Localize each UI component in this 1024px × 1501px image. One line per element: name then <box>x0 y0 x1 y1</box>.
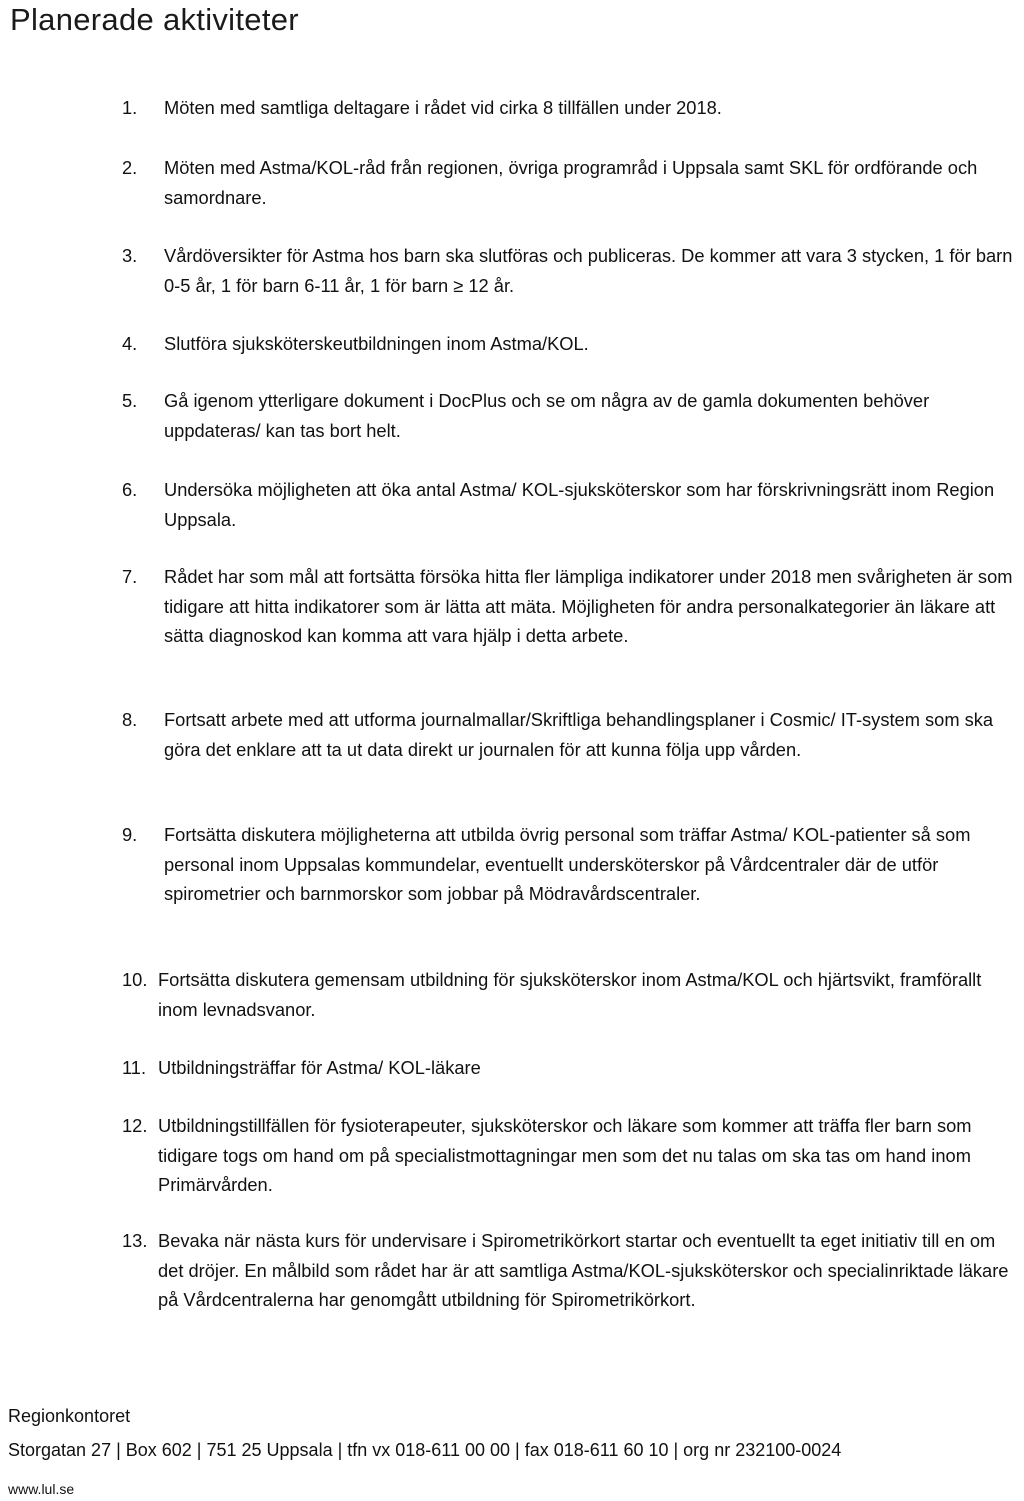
item-number: 12. <box>122 1115 148 1136</box>
footer-website: www.lul.se <box>8 1481 75 1497</box>
list-item <box>122 562 1017 651</box>
list-item <box>122 820 1017 909</box>
list-item <box>122 241 1017 300</box>
item-text: Fortsatt arbete med att utforma journalmallar/Skriftliga behandlingsplaner i Cosmic/ IT-system som ska göra det enklare att ta ut data direkt ur journalen för att kunna följa upp vården. <box>164 709 994 760</box>
list-item <box>122 153 1017 212</box>
item-text: Undersöka möjligheten att öka antal Astma/ KOL-sjuksköterskor som har förskrivningsrätt inom Region Uppsala. <box>164 479 995 530</box>
item-number: 6. <box>122 479 138 500</box>
list-item <box>122 1053 1017 1083</box>
footer-org: Regionkontoret <box>8 1406 131 1426</box>
list-item <box>122 93 1017 123</box>
item-number: 11. <box>122 1057 147 1078</box>
list-item <box>122 475 1017 534</box>
item-text: Vårdöversikter för Astma hos barn ska slutföras och publiceras. De kommer att vara 3 stycken, 1 för barn 0-5 år, 1 för barn 6-11 år, 1 för barn ≥ 12 år. <box>164 245 1013 296</box>
item-text: Möten med samtliga deltagare i rådet vid cirka 8 tillfällen under 2018. <box>164 97 722 118</box>
list-item <box>122 1111 1017 1200</box>
item-text: Bevaka när nästa kurs för undervisare i Spirometrikörkort startar och eventuellt ta eget initiativ till en om det dröjer. En målbild som rådet har är att samtliga Astma/KOL-sjuksköterskor och specialinriktade läkare på Vårdcentralerna har genomgått utbildning för Spirometrikörkort. <box>158 1230 1009 1310</box>
item-number: 1. <box>122 97 138 118</box>
item-text: Rådet har som mål att fortsätta försöka hitta fler lämpliga indikatorer under 2018 men svårigheten är som tidigare att hitta indikatorer som är lätta att mäta. Möjligheten för andra personalkategorier än läkare att sätta diagnoskod kan komma att vara hjälp i detta arbete. <box>164 566 1013 646</box>
item-text: Gå igenom ytterligare dokument i DocPlus och se om några av de gamla dokumenten behöver uppdateras/ kan tas bort helt. <box>164 390 930 441</box>
item-number: 10. <box>122 969 148 990</box>
item-text: Fortsätta diskutera gemensam utbildning för sjuksköterskor inom Astma/KOL och hjärtsvikt, framförallt inom levnadsvanor. <box>158 969 982 1020</box>
item-number: 13. <box>122 1230 148 1251</box>
item-text: Slutföra sjuksköterskeutbildningen inom Astma/KOL. <box>164 333 589 354</box>
item-text: Möten med Astma/KOL-råd från regionen, övriga programråd i Uppsala samt SKL för ordförande och samordnare. <box>164 157 978 208</box>
item-text: Utbildningstillfällen för fysioterapeuter, sjuksköterskor och läkare som kommer att träffa fler barn som tidigare togs om hand om på specialistmottagningar men som det nu talas om ska tas om hand inom Primärvården. <box>158 1115 972 1195</box>
list-item <box>122 1226 1017 1315</box>
item-number: 3. <box>122 245 138 266</box>
item-number: 9. <box>122 824 138 845</box>
item-number: 7. <box>122 566 138 587</box>
list-item <box>122 965 1017 1024</box>
list-item <box>122 705 1017 764</box>
item-text: Fortsätta diskutera möjligheterna att utbilda övrig personal som träffar Astma/ KOL-patienter så som personal inom Uppsalas kommundelar, eventuellt undersköterskor på Vårdcentraler där de utför spirometrier och barnmorskor som jobbar på Mödravårdscentraler. <box>164 824 971 904</box>
item-number: 8. <box>122 709 138 730</box>
page-title: Planerade aktiviteter <box>10 2 299 37</box>
list-item <box>122 329 1017 359</box>
list-item <box>122 386 1017 445</box>
item-number: 2. <box>122 157 138 178</box>
item-number: 5. <box>122 390 138 411</box>
item-text: Utbildningsträffar för Astma/ KOL-läkare <box>158 1057 481 1078</box>
item-number: 4. <box>122 333 138 354</box>
footer-address: Storgatan 27 | Box 602 | 751 25 Uppsala | tfn vx 018-611 00 00 | fax 018-611 60 10 | org nr 232100-0024 <box>8 1440 842 1460</box>
